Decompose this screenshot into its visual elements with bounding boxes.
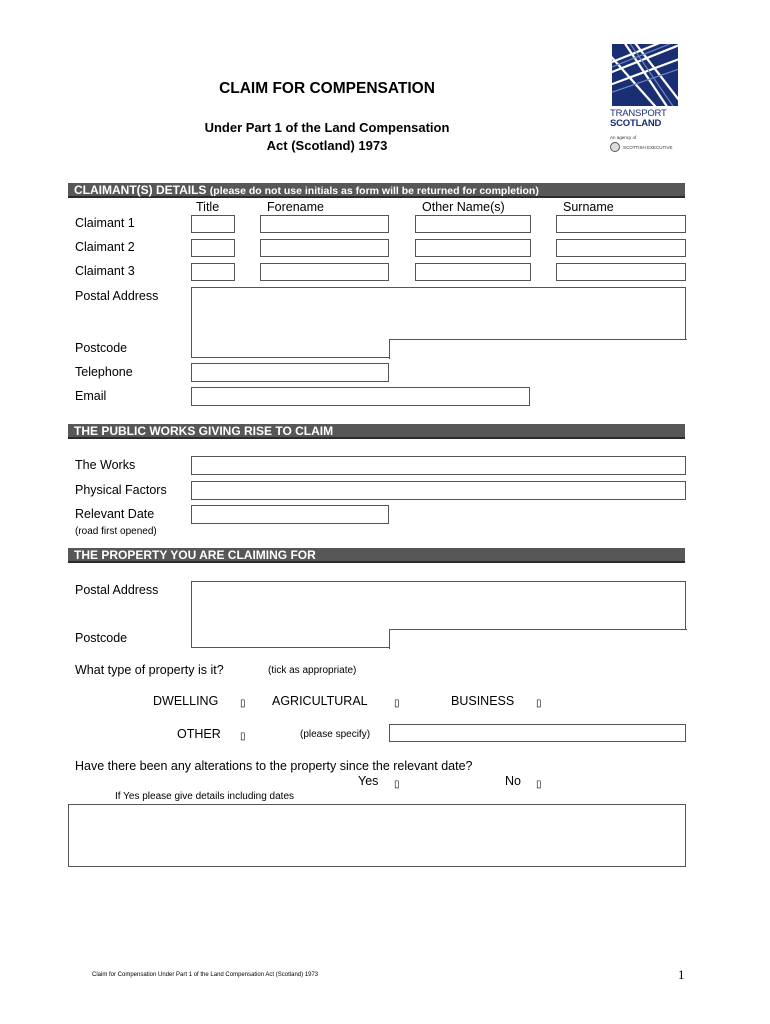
business-checkbox[interactable]: ▯	[536, 698, 542, 709]
claimant-postcode-label: Postcode	[75, 341, 128, 355]
claimant-2-label: Claimant 2	[75, 240, 135, 254]
claimant-2-other-names-field[interactable]	[415, 239, 531, 257]
claimant-1-other-names-field[interactable]	[415, 215, 531, 233]
claimant-2-forename-field[interactable]	[260, 239, 389, 257]
claimant-1-forename-field[interactable]	[260, 215, 389, 233]
property-header-title: THE PROPERTY YOU ARE CLAIMING FOR	[74, 548, 316, 562]
other-specify-field[interactable]	[389, 724, 686, 742]
other-note: (please specify)	[300, 729, 371, 740]
subtitle-line-2: Act (Scotland) 1973	[266, 138, 388, 153]
alterations-details-field[interactable]	[68, 804, 686, 867]
the-works-label: The Works	[75, 458, 136, 472]
property-type-note: (tick as appropriate)	[268, 665, 357, 676]
email-field[interactable]	[191, 387, 530, 406]
postal-address-notch	[389, 339, 687, 359]
subtitle-line-1: Under Part 1 of the Land Compensation	[204, 120, 450, 135]
logo-line-1: TRANSPORT	[610, 108, 667, 119]
physical-factors-field[interactable]	[191, 481, 686, 500]
details-note: If Yes please give details including dates	[115, 791, 295, 802]
option-other-label: OTHER	[177, 727, 221, 741]
claimant-2-title-field[interactable]	[191, 239, 235, 257]
option-dwelling-label: DWELLING	[153, 694, 219, 708]
logo-mark-icon	[612, 44, 678, 106]
claimants-header-title: CLAIMANT(S) DETAILS	[74, 183, 207, 197]
claimant-1-label: Claimant 1	[75, 216, 135, 230]
col-forename: Forename	[267, 200, 324, 214]
relevant-date-label: Relevant Date	[75, 507, 155, 521]
property-postal-notch	[389, 629, 687, 649]
alterations-no-checkbox[interactable]: ▯	[536, 779, 542, 790]
relevant-date-field[interactable]	[191, 505, 389, 524]
option-agricultural-label: AGRICULTURAL	[272, 694, 368, 708]
claimants-section-header	[68, 183, 685, 198]
telephone-label: Telephone	[75, 365, 133, 379]
alterations-no-label: No	[505, 774, 521, 788]
claimant-postal-address-field[interactable]	[191, 287, 686, 358]
logo-agency-text: An agency of	[610, 135, 637, 140]
claimant-3-forename-field[interactable]	[260, 263, 389, 281]
property-postal-address-label: Postal Address	[75, 583, 159, 597]
claimant-3-title-field[interactable]	[191, 263, 235, 281]
col-surname: Surname	[563, 200, 614, 214]
works-section-header	[68, 424, 685, 439]
logo-gov	[610, 142, 680, 152]
alterations-question: Have there been any alterations to the property since the relevant date?	[75, 759, 473, 773]
transport-scotland-logo	[610, 44, 680, 152]
logo-gov-text: SCOTTISH EXECUTIVE	[623, 144, 673, 150]
relevant-date-note: (road first opened)	[75, 526, 157, 537]
property-type-question: What type of property is it?	[75, 663, 224, 677]
seal-icon	[610, 142, 620, 152]
claimant-3-surname-field[interactable]	[556, 263, 686, 281]
page-subtitle	[0, 119, 654, 155]
claimant-1-surname-field[interactable]	[556, 215, 686, 233]
claimant-postal-address-label: Postal Address	[75, 289, 159, 303]
claimant-3-label: Claimant 3	[75, 264, 135, 278]
dwelling-checkbox[interactable]: ▯	[240, 698, 246, 709]
col-other-names: Other Name(s)	[422, 200, 505, 214]
alterations-yes-label: Yes	[358, 774, 379, 788]
page-number: 1	[678, 967, 685, 982]
agricultural-checkbox[interactable]: ▯	[394, 698, 400, 709]
property-section-header	[68, 548, 685, 563]
alterations-yes-checkbox[interactable]: ▯	[394, 779, 400, 790]
the-works-field[interactable]	[191, 456, 686, 475]
works-header-title: THE PUBLIC WORKS GIVING RISE TO CLAIM	[74, 424, 334, 438]
footer-text: Claim for Compensation Under Part 1 of the Land Compensation Act (Scotland) 1973	[92, 972, 319, 978]
property-postcode-label: Postcode	[75, 631, 128, 645]
option-business-label: BUSINESS	[451, 694, 515, 708]
logo-line-2: SCOTLAND	[610, 118, 662, 129]
telephone-field[interactable]	[191, 363, 389, 382]
claimant-2-surname-field[interactable]	[556, 239, 686, 257]
page-title: CLAIM FOR COMPENSATION	[219, 80, 435, 97]
claimant-1-title-field[interactable]	[191, 215, 235, 233]
claimants-header-note: (please do not use initials as form will be returned for completion)	[209, 185, 539, 197]
col-title: Title	[196, 200, 220, 214]
property-postal-address-field[interactable]	[191, 581, 686, 648]
physical-factors-label: Physical Factors	[75, 483, 167, 497]
email-label: Email	[75, 389, 107, 403]
claimant-3-other-names-field[interactable]	[415, 263, 531, 281]
other-checkbox[interactable]: ▯	[240, 731, 246, 742]
